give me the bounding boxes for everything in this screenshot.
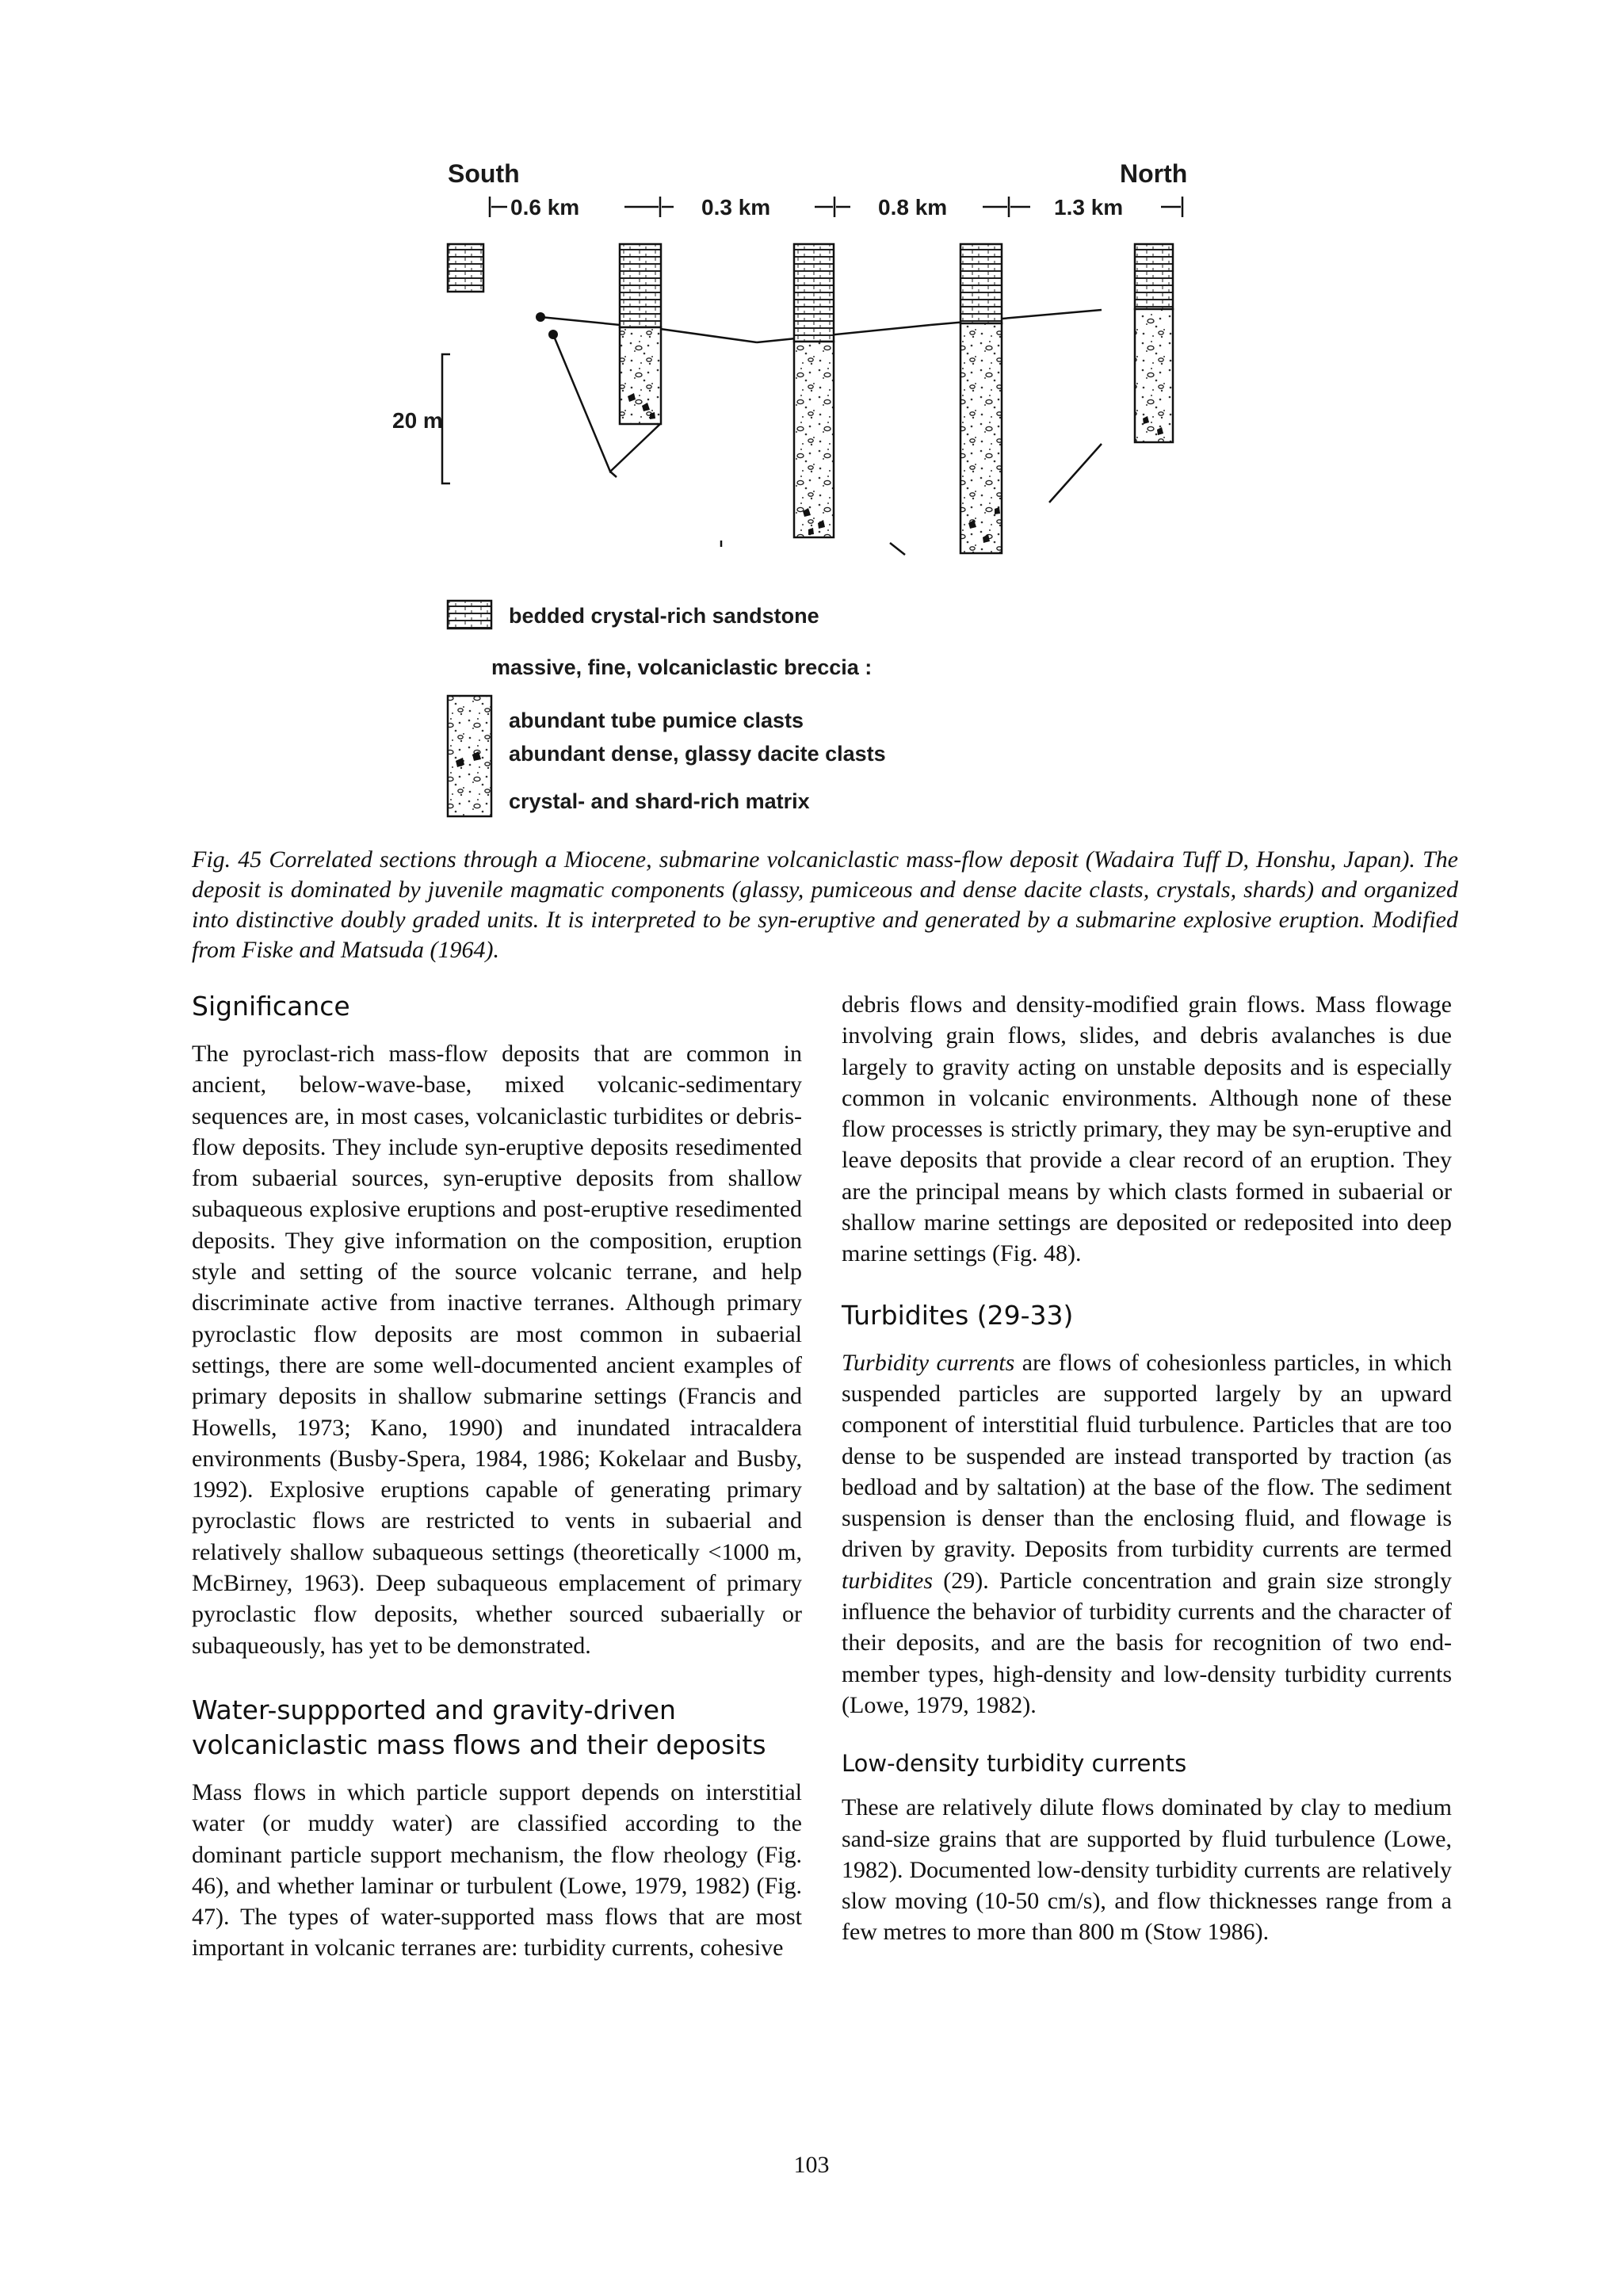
section-3-sandstone [794, 244, 834, 342]
heading-water-supported: Water-suppported and gravity-driven volcaniclastic mass flows and their deposits [192, 1694, 766, 1760]
term-turbidity-currents: Turbidity currents [842, 1349, 1015, 1376]
label-north: North [1120, 159, 1188, 188]
legend-dacite-label: abundant dense, glassy dacite clasts [509, 742, 886, 766]
paragraph-significance: The pyroclast-rich mass-flow deposits that are common in ancient, below-wave-base, mixed volcanic-sedimentary sequences are, in most cases, volcaniclastic turbidites or debris-flow deposits. They include syn-eruptive deposits resedimented from subaerial sources, syn-eruptive deposits from shallow subaqueous explosive eruptions and post-eruptive resedimented deposits. They give information on the composition, eruption style and setting of the source volcanic terrane, and help discriminate active from inactive terranes. Although primary pyroclastic flow deposits are most common in subaerial settings, there are some well-documented ancient examples of primary deposits in shallow submarine settings (Francis and Howells, 1973; Kano, 1990) and inundated intracaldera environments (Busby-Spera, 1984, 1986; Kokelaar and Busby, 1992). Explosive eruptions capable of generating primary pyroclastic flows are restricted to vents in subaerial and relatively shallow subaqueous settings (theoretically <1000 m, McBirney, 1963). Deep subaqueous emplacement of primary pyroclastic flow deposits, whether sourced subaerially or subaqueously, has yet to be demonstrated. [192, 1041, 802, 1659]
label-south: South [448, 159, 520, 188]
page-number: 103 [793, 2152, 830, 2178]
section-3-breccia [794, 342, 834, 537]
distance-label-4: 1.3 km [1054, 195, 1124, 220]
correlation-node-2 [548, 330, 558, 339]
paragraph-water-supported: Mass flows in which particle support depends on interstitial water (or muddy water) are classified according to the dominant particle support mechanism, the flow rheology (Fig. 46), and whether laminar or turbulent (Lowe, 1979, 1982) (Fig. 47). The types of water-supported mass flows that are most important in volcanic terranes are: turbidity currents, cohesive [192, 1778, 802, 1962]
figure-correlated-sections [392, 151, 1268, 848]
turbidites-text-a: are flows of cohesionless particles, in which suspended particles are supported largely by an upward component of interstitial fluid turbulence. Particles that are too dense to be suspended are instead transported by traction (as bedload and by saltation) at the base of the flow. The sediment suspension is denser than the enclosing fluid, and flowage is driven by gravity. Deposits from turbidity currents are termed [842, 1349, 1452, 1563]
paragraph-low-density: These are relatively dilute flows dominated by clay to medium sand-size grains that are supported by fluid turbulence (Lowe, 1982). Documented low-density turbidity currents are relatively slow moving (10-50 cm/s), and flow thicknesses range from a few metres to more than 800 m (Stow 1986). [842, 1794, 1452, 1946]
paragraph-turbidites [842, 1347, 1452, 1721]
distance-label-1: 0.6 km [510, 195, 580, 220]
heading-significance: Significance [192, 991, 350, 1022]
section-5-sandstone [1135, 244, 1173, 309]
term-turbidites: turbidites [842, 1567, 934, 1594]
section-2-sandstone [620, 244, 661, 327]
heading-turbidites: Turbidites (29-33) [842, 1299, 1074, 1331]
right-column [842, 989, 1452, 1948]
legend-breccia-swatch [448, 696, 491, 816]
dacite-clasts [628, 393, 1163, 543]
distance-label-2: 0.3 km [701, 195, 771, 220]
heading-low-density: Low-density turbidity currents [842, 1750, 1187, 1778]
legend-sandstone-swatch [448, 601, 491, 628]
section-2-breccia [620, 327, 661, 424]
legend-matrix-label: crystal- and shard-rich matrix [509, 789, 810, 813]
left-column [192, 989, 802, 1964]
section-1-sandstone [448, 244, 483, 292]
section-4-breccia [960, 323, 1002, 553]
section-4-sandstone [960, 244, 1002, 323]
turbidites-text-b: (29). Particle concentration and grain size strongly influence the behavior of turbidity currents and the character of their deposits, and are the basis for recognition of two end-member types, high-density and low-density turbidity currents (Lowe, 1979, 1982). [842, 1567, 1452, 1718]
legend-sandstone-label: bedded crystal-rich sandstone [509, 604, 819, 628]
paragraph-continued: debris flows and density-modified grain flows. Mass flowage involving grain flows, slides, and debris avalanches is due largely to gravity acting on unstable deposits and is especially common in volcanic environments. Although none of these flow processes is strictly primary, they may be syn-eruptive and leave deposits that provide a clear record of an eruption. They are the principal means by which clasts formed in subaerial or shallow marine settings are deposited or redeposited into deep marine settings (Fig. 48). [842, 991, 1452, 1267]
legend-pumice-label: abundant tube pumice clasts [509, 709, 804, 732]
scale-bar [442, 354, 450, 483]
section-5-breccia [1135, 309, 1173, 442]
scale-label: 20 m [392, 408, 443, 433]
legend-breccia-heading: massive, fine, volcaniclastic breccia : [491, 655, 873, 679]
correlation-node-1 [536, 312, 545, 322]
figure-caption: Fig. 45 Correlated sections through a Miocene, submarine volcaniclastic mass-flow deposit (Wadaira Tuff D, Honshu, Japan). The deposit is dominated by juvenile magmatic components (glassy, pumiceous and dense dacite clasts, crystals, shards) and organized into distinctive doubly graded units. It is interpreted to be syn-eruptive and generated by a submarine explosive eruption. Modified from Fiske and Matsuda (1964). [192, 846, 1458, 963]
distance-label-3: 0.8 km [878, 195, 948, 220]
